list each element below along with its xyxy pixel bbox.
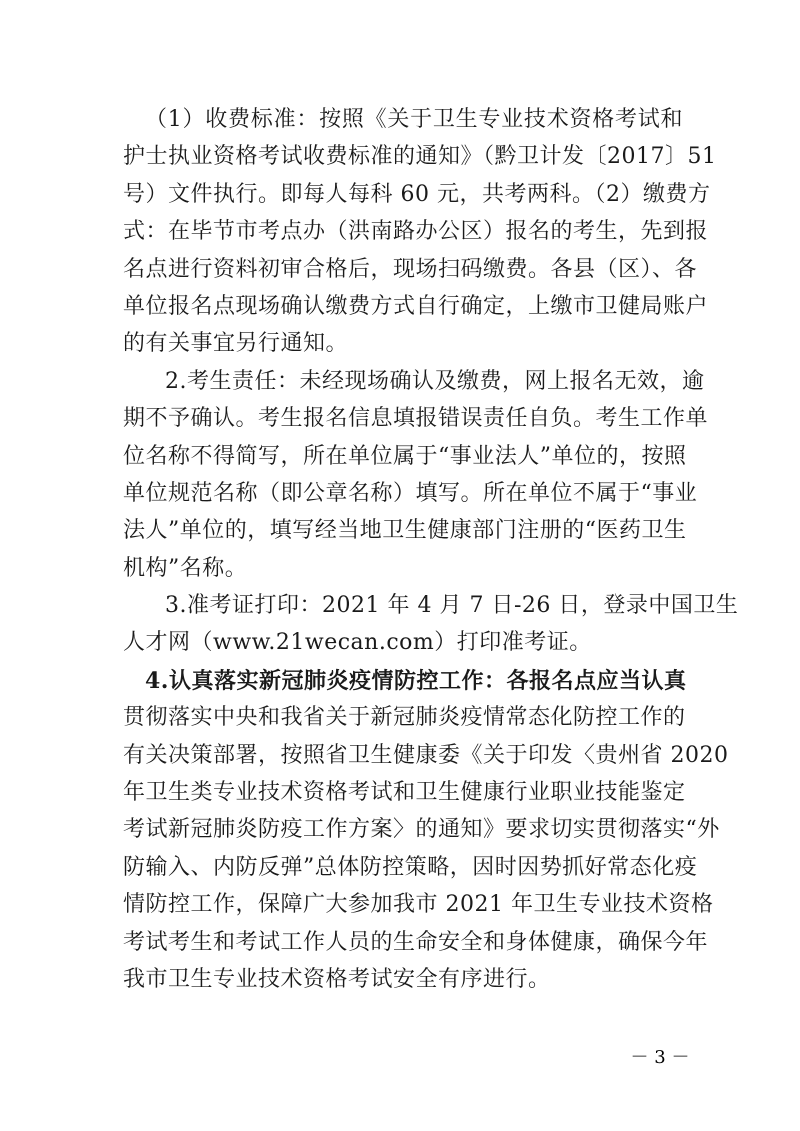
paragraph-line: 考试新冠肺炎防疫工作方案〉的通知》要求切实贯彻落实“外: [123, 817, 720, 842]
paragraph-line: 防输入、内防反弹”总体防控策略，因时因势抓好常态化疫: [123, 855, 698, 880]
paragraph-line: 2.考生责任：未经现场确认及缴费，网上报名无效，逾: [165, 369, 705, 394]
paragraph-line: 单位规范名称（即公章名称）填写。所在单位不属于“事业: [123, 481, 698, 506]
paragraph-line: 人才网（www.21wecan.com）打印准考证。: [123, 630, 592, 655]
paragraph-line: 号）文件执行。即每人每科 60 元，共考两科。（2）缴费方: [123, 182, 711, 207]
paragraph-line: 护士执业资格考试收费标准的通知》（黔卫计发〔2017〕51: [123, 144, 717, 169]
paragraph-line: 法人”单位的，填写经当地卫生健康部门注册的“医药卫生: [123, 518, 687, 543]
paragraph-line: 3.准考证打印：2021 年 4 月 7 日-26 日，登录中国卫生: [165, 593, 739, 618]
paragraph-line: 有关决策部署，按照省卫生健康委《关于印发〈贵州省 2020: [123, 743, 729, 768]
paragraph-line: 年卫生类专业技术资格考试和卫生健康行业职业技能鉴定: [123, 780, 686, 805]
paragraph-line: 考试考生和考试工作人员的生命安全和身体健康，确保今年: [123, 930, 709, 955]
paragraph-line: 名点进行资料初审合格后，现场扫码缴费。各县（区）、各: [123, 257, 698, 282]
page-number: － 3 －: [630, 1047, 690, 1068]
paragraph-line: 位名称不得简写，所在单位属于“事业法人”单位的，按照: [123, 444, 687, 469]
paragraph-line: 我市卫生专业技术资格考试安全有序进行。: [123, 967, 551, 992]
paragraph-line: 贯彻落实中央和我省关于新冠肺炎疫情常态化防控工作的: [123, 705, 686, 730]
paragraph-line: （1）收费标准：按照《关于卫生专业技术资格考试和: [145, 107, 683, 132]
paragraph-line: 的有关事宜另行通知。: [123, 331, 349, 356]
paragraph-line: 式：在毕节市考点办（洪南路办公区）报名的考生，先到报: [123, 219, 709, 244]
paragraph-line: 单位报名点现场确认缴费方式自行确定，上缴市卫健局账户: [123, 294, 709, 319]
paragraph-line: 期不予确认。考生报名信息填报错误责任自负。考生工作单: [123, 406, 709, 431]
paragraph-line: 机构”名称。: [123, 556, 248, 581]
paragraph-line: 4.认真落实新冠肺炎疫情防控工作：各报名点应当认真: [145, 668, 687, 694]
paragraph-line: 情防控工作，保障广大参加我市 2021 年卫生专业技术资格: [123, 892, 714, 917]
